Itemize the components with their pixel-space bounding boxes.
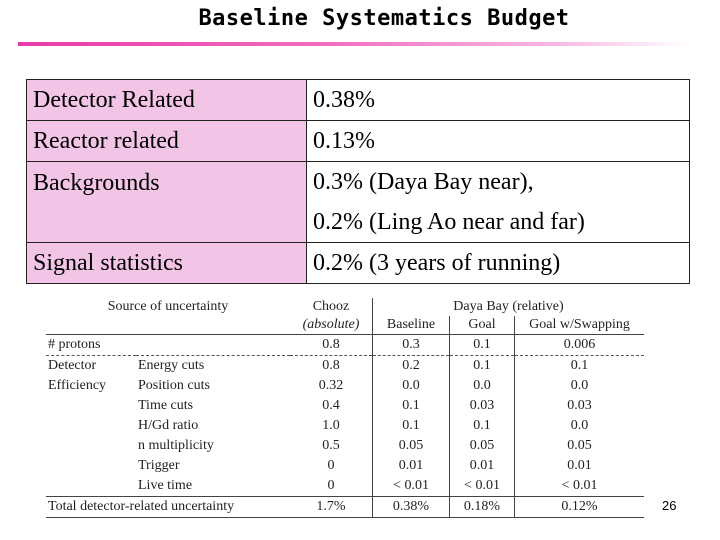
value-cell: 1.0 [290,416,373,436]
table-row [46,396,644,416]
column-header-goal-swapping: Goal w/Swapping [529,317,630,332]
value-cell: 0.05 [373,436,450,456]
value-cell: < 0.01 [373,476,450,497]
budget-value [307,162,690,243]
budget-row [27,243,690,284]
row-item-label: Energy cuts [138,358,205,373]
total-value-cell: 1.7% [290,497,373,518]
row-group-label [46,416,136,436]
row-item-label: Live time [138,478,193,493]
value-cell: 0.0 [450,376,515,396]
value-cell: 0.8 [290,356,373,377]
value-cell: 0.1 [373,416,450,436]
row-item-label [136,335,290,356]
value-cell: 0.01 [567,458,592,473]
value-cell: 0.01 [450,456,515,476]
column-header-baseline: Baseline [373,316,450,335]
row-item-label: Time cuts [138,398,194,413]
value-cell: 0.8 [290,335,373,356]
column-header-chooz-sub: (absolute) [290,316,373,335]
value-cell: 0 [290,476,373,497]
value-cell: 0.3 [373,335,450,356]
value-cell: 0.4 [290,396,373,416]
value-cell: 0.03 [567,398,592,413]
value-cell: 0.03 [450,396,515,416]
budget-row [27,162,690,243]
value-cell: 0.1 [450,335,515,356]
systematics-budget-table [26,79,690,284]
title-underline [18,42,690,46]
value-cell: 0.05 [567,438,592,453]
page-number: 26 [662,498,677,513]
table-header-row [46,298,644,316]
budget-label: Backgrounds [27,162,307,243]
total-value-cell: 0.12% [515,497,645,518]
row-group-label: Efficiency [48,378,107,393]
table-row [46,376,644,396]
row-group-label [46,396,136,416]
budget-row [27,80,690,121]
value-cell: 0.05 [450,436,515,456]
value-cell: 0.32 [290,376,373,396]
row-group-label: Detector [48,358,97,373]
total-value-cell: 0.38% [373,497,450,518]
value-cell: 0.0 [570,418,589,433]
budget-label: Reactor related [27,121,307,162]
table-row [46,356,644,377]
row-item-label: H/Gd ratio [138,418,199,433]
budget-value: 0.2% (3 years of running) [307,243,690,284]
table-row [46,436,644,456]
row-group-label: # protons [46,335,136,356]
table-row [46,476,644,497]
column-header-dayabay: Daya Bay (relative) [453,299,564,314]
value-cell: 0.2 [373,356,450,377]
budget-value: 0.38% [307,80,690,121]
value-cell: < 0.01 [561,478,598,493]
value-cell: 0 [290,456,373,476]
value-cell: 0.0 [373,376,450,396]
value-cell: 0.1 [450,356,515,377]
value-cell: 0.5 [290,436,373,456]
slide-title: Baseline Systematics Budget [198,6,570,31]
value-cell: 0.1 [373,396,450,416]
detector-table-body [46,335,644,518]
budget-value: 0.13% [307,121,690,162]
column-header-source: Source of uncertainty [107,299,229,314]
value-cell: < 0.01 [450,476,515,497]
budget-label: Signal statistics [27,243,307,284]
total-label: Total detector-related uncertainty [46,497,290,518]
row-item-label: n multiplicity [138,438,214,453]
value-cell: 0.0 [570,378,589,393]
column-header-goal: Goal [450,316,515,335]
row-item-label: Position cuts [138,378,210,393]
value-cell: 0.006 [515,335,645,356]
row-item-label: Trigger [138,458,180,473]
table-row [46,456,644,476]
table-row [46,335,644,356]
table-row [46,416,644,436]
budget-label: Detector Related [27,80,307,121]
total-value-cell: 0.18% [450,497,515,518]
value-cell: 0.1 [450,416,515,436]
value-cell: 0.01 [373,456,450,476]
value-cell: 0.1 [570,358,589,373]
column-header-chooz: Chooz [290,298,373,316]
row-group-label [46,436,136,456]
detector-uncertainty-table [46,298,644,518]
row-group-label [46,476,136,497]
budget-row [27,121,690,162]
budget-value-line: 0.3% (Daya Bay near), [313,169,534,195]
total-row [46,497,644,518]
budget-value-line: 0.2% (Ling Ao near and far) [313,209,585,235]
row-group-label [46,456,136,476]
table-subheader-row [46,316,644,335]
